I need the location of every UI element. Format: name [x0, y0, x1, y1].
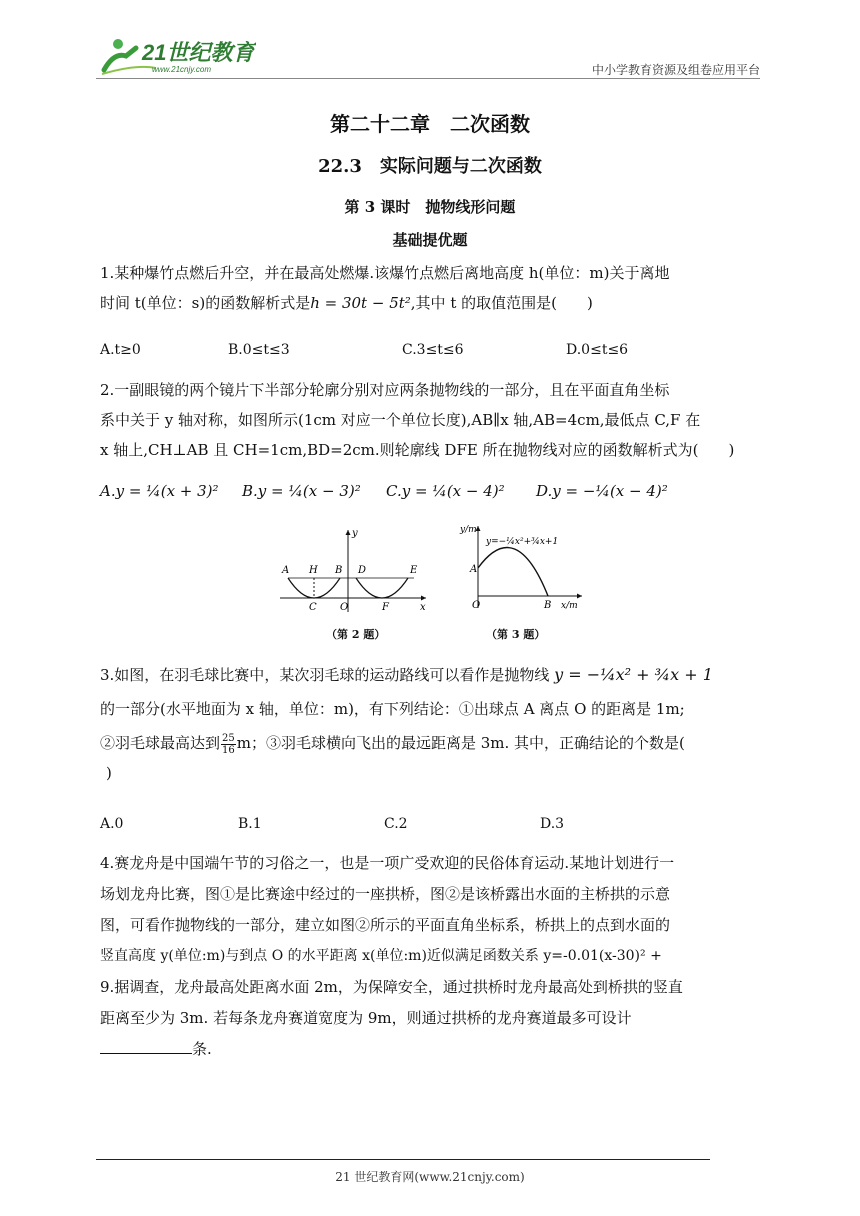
fig2-label-o: O	[340, 602, 349, 613]
q3-option-c[interactable]: C.2	[384, 816, 408, 832]
fig2-label-b: B	[335, 565, 343, 576]
q3-line4: )	[106, 764, 112, 782]
q1-formula: h = 30t − 5t²	[310, 294, 411, 312]
fig3-label-a: A	[470, 564, 478, 575]
q2-line1: 2.一副眼镜的两个镜片下半部分轮廓分别对应两条抛物线的一部分，且在平面直角坐标	[100, 381, 670, 399]
q3-option-d[interactable]: D.3	[540, 816, 565, 832]
q1-option-a[interactable]: A.t≥0	[100, 342, 141, 358]
fig2-label-h: H	[309, 565, 318, 576]
footer-text: 21 世纪教育网(www.21cnjy.com)	[335, 1170, 525, 1184]
fig2-label-y: y	[352, 528, 358, 539]
q3-line3: ②羽毛球最高达到 $\frac{25}{16}$ m；③羽毛球横向飞出的最远距离是 3m. 其中，正确结论的个数是(	[100, 732, 685, 756]
q4-line3: 图，可看作抛物线的一部分，建立如图②所示的平面直角坐标系，桥拱上的点到水面的	[100, 916, 671, 934]
fig2-label-x: x	[420, 602, 426, 613]
q1-option-d[interactable]: D.0≤t≤6	[566, 342, 629, 358]
q2-option-c[interactable]: C.y = ¼(x − 4)²	[386, 482, 505, 500]
question-1	[100, 258, 764, 318]
q1-line1: 1.某种爆竹点燃后升空，并在最高处燃爆.该爆竹点燃后离地高度 h(单位：m)关于离地	[100, 264, 670, 282]
lesson-title: 第 3 课时 抛物线形问题	[344, 198, 516, 216]
q3-option-a[interactable]: A.0	[100, 816, 124, 832]
answer-blank[interactable]	[100, 1039, 192, 1054]
q2-option-d[interactable]: D.y = −¼(x − 4)²	[536, 482, 668, 500]
q2-option-b[interactable]: B.y = ¼(x − 3)²	[242, 482, 361, 500]
section-title: 22.3 实际问题与二次函数	[318, 156, 542, 177]
fig2-caption: （第 2 题）	[326, 628, 386, 641]
q2-option-a[interactable]: A.y = ¼(x + 3)²	[100, 482, 219, 500]
q2-options	[100, 482, 764, 506]
header-right-text: 中小学教育资源及组卷应用平台	[591, 63, 760, 77]
q2-line2: 系中关于 y 轴对称，如图所示(1cm 对应一个单位长度),AB∥x 轴,AB=4cm,最低点 C,F 在	[100, 411, 701, 429]
q2-line3: x 轴上,CH⊥AB 且 CH=1cm,BD=2cm.则轮廓线 DFE 所在抛物线对应的函数解析式为( )	[100, 441, 735, 459]
figure-2	[276, 524, 436, 620]
fig3-label-b: B	[544, 600, 552, 611]
fig2-label-f: F	[382, 602, 389, 613]
footer-divider	[96, 1159, 710, 1160]
chapter-title: 第二十二章 二次函数	[330, 112, 530, 136]
q1-option-b[interactable]: B.0≤t≤3	[228, 342, 290, 358]
q3-formula: y = −¼x² + ¾x + 1	[554, 665, 713, 684]
q3-line1: 3.如图，在羽毛球比赛中，某次羽毛球的运动路线可以看作是抛物线 y = −¼x² + ¾x + 1	[100, 665, 713, 684]
q3-option-b[interactable]: B.1	[238, 816, 262, 832]
fig2-label-e: E	[410, 565, 418, 576]
header-divider	[96, 78, 760, 79]
logo-url: www.21cnjy.com	[152, 65, 211, 74]
fig3-formula: y=−¼x²+¾x+1	[486, 537, 559, 547]
q4-line7: 条.	[100, 1034, 764, 1065]
fig2-label-a: A	[282, 565, 290, 576]
q3-line2: 的一部分(水平地面为 x 轴，单位：m)，有下列结论：①出球点 A 离点 O 的距离是 1m;	[100, 700, 685, 718]
level-title: 基础提优题	[392, 231, 468, 249]
q4-line4: 竖直高度 y(单位:m)与到点 O 的水平距离 x(单位:m)近似满足函数关系 y=-0.01(x-30)² +	[100, 948, 662, 964]
fig2-label-c: C	[309, 602, 317, 613]
question-2	[100, 375, 764, 465]
q1-option-c[interactable]: C.3≤t≤6	[402, 342, 464, 358]
fig3-caption: （第 3 题）	[486, 628, 546, 641]
fig3-label-o: O	[472, 600, 481, 611]
question-3	[100, 660, 764, 788]
q4-line5: 9.据调查，龙舟最高处距离水面 2m，为保障安全，通过拱桥时龙舟最高处到桥拱的竖直	[100, 978, 683, 996]
q3-fraction: $\frac{25}{16}$	[222, 732, 235, 756]
fig2-label-d: D	[358, 565, 367, 576]
q4-line6: 距离至少为 3m. 若每条龙舟赛道宽度为 9m，则通过拱桥的龙舟赛道最多可设计	[100, 1009, 632, 1027]
fig3-label-xm: x/m	[561, 601, 578, 611]
q1-line2: 时间 t(单位：s)的函数解析式是h = 30t − 5t²,其中 t 的取值范围是( )	[100, 294, 593, 312]
brand-logo	[96, 34, 256, 78]
logo-text: 21世纪教育	[142, 40, 255, 65]
q1-options	[100, 342, 764, 366]
figure-3	[458, 520, 598, 620]
q3-options	[100, 816, 764, 840]
question-4	[100, 848, 764, 1065]
q4-line2: 场划龙舟比赛，图①是比赛途中经过的一座拱桥，图②是该桥露出水面的主桥拱的示意	[100, 885, 671, 903]
fig3-label-ym: y/m	[460, 525, 477, 535]
q4-line1: 4.赛龙舟是中国端午节的习俗之一，也是一项广受欢迎的民俗体育运动.某地计划进行一	[100, 854, 675, 872]
